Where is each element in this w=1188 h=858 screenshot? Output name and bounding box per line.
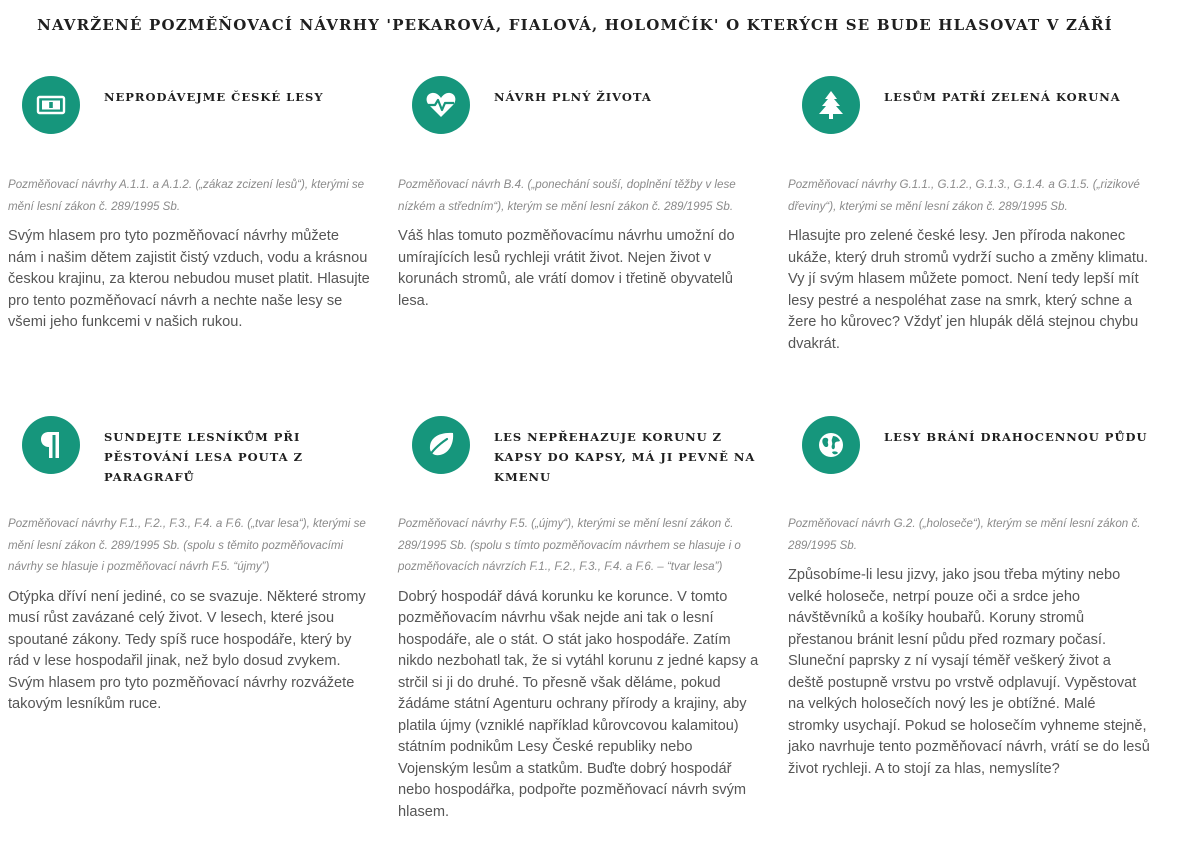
- card-text: Způsobíme-li lesu jizvy, jako jsou třeba mýtiny nebo velké holoseče, netrpí pouze oči a srdce jeho návštěvníků a košíky houbařů. Koruny stromů přestanou bránit lesní půdu před rozmary počasí. Sluneční paprsky z ní vysají téměř veškerý život a deště postupně vrstvu po vrstvě odplavují. Vypěstovat na velkých holosečích nový les je obtížné. Malé stromky usychají. Pokud se holosečím vyhneme stejně, jako navrhuje tento pozměňovací návrh, vrátí se do lesů život rychleji. A to stojí za hlas, nemyslíte?: [788, 567, 1150, 777]
- card-text: Svým hlasem pro tyto pozměňovací návrhy můžete nám i našim dětem zajistit čistý vzduch, vodu a krásnou českou krajinu, za kterou nebudou muset platit. Hlasujte pro tento pozměňovací návrh a nechte naše lesy se všemi jeho funkcemi v našich rukou.: [8, 228, 370, 330]
- money-icon: [22, 76, 80, 134]
- card-text: Otýpka dříví není jediné, co se svazuje. Některé stromy musí růst zavázané celý život. V lesech, které jsou spoutané zákony. Tedy spíš ruce hospodáře, který by rád v lese hospodařil jinak, než bylo dosud zvykem. Svým hlasem pro tyto pozměňovací návrhy rozvážete takovým lesníkům ruce.: [8, 588, 366, 712]
- card-title: LES NEPŘEHAZUJE KORUNU Z KAPSY DO KAPSY, MÁ JI PEVNĚ NA KMENU: [494, 430, 756, 484]
- card-text: Dobrý hospodář dává korunku ke koruncе. V tomto pozměňovacím návrhu však nejde ani tak o lesní hospodáře, ale o stát. O stát jako hospodáře. Zatím nikdo nezbohatl tak, že si vytáhl korunu z jedné kapsy a strčil si ji do druhé. To přesně však děláme, pokud žádáme státní Agenturu ochrany přírody a krajiny, aby platila újmy (vzniklé například kůrovcovou kalamitou) státním podnikům Lesy České republiky nebo Vojenským lesům a statkům. Buďte dobrý hospodář nebo hospodářka, podpořte pozměňovací návrh svým hlasem.: [398, 588, 759, 820]
- card-title: NEPRODÁVEJME ČESKÉ LESY: [104, 90, 324, 104]
- card-title: NÁVRH PLNÝ ŽIVOTA: [494, 90, 652, 104]
- globe-icon: [802, 416, 860, 474]
- card-title: LESY BRÁNÍ DRAHOCENNOU PŮDU: [884, 430, 1148, 444]
- card-title: LESŮM PATŘÍ ZELENÁ KORUNA: [884, 90, 1121, 104]
- proposal-card-green-crown: [788, 76, 1150, 355]
- heartbeat-icon: [412, 76, 470, 134]
- card-text: Hlasujte pro zelené české lesy. Jen příroda nakonec ukáže, který druh stromů vydrží sucho a změny klimatu. Vy jí svým hlasem můžete pomoct. Není tedy lepší mít lesy pestré a nespoléhat zase na smrk, který schne a žere ho kůrovec? Vždyť jen hlupák dělá stejnou chybu dvakrát.: [788, 228, 1149, 352]
- card-note: Pozměňovací návrhy A.1.1. a A.1.2. („zákaz zcizení lesů“), kterými se mění lesní zákon č. 289/1995 Sb.: [8, 178, 365, 213]
- card-note: Pozměňovací návrhy F.1., F.2., F.3., F.4. a F.6. („tvar lesa“), kterými se mění lesní zákon č. 289/1995 Sb. (spolu s těmito pozměňovacími návrhy se hlasuje i pozměňovací návrh F.5. “újmy”): [8, 517, 366, 573]
- card-note: Pozměňovací návrhy F.5. („újmy“), kterými se mění lesní zákon č. 289/1995 Sb. (spolu s tímto pozměňovacím návrhem se hlasuje i o pozměňovacích návrzích F.1., F.2., F.3., F.4. a F.6. – “tvar lesa”): [398, 517, 741, 573]
- card-note: Pozměňovací návrh B.4. („ponechání souší, doplnění těžby v lese nízkém a středním“), kterým se mění lesní zákon č. 289/1995 Sb.: [398, 178, 736, 213]
- card-title: SUNDEJTE LESNÍKŮM PŘI PĚSTOVÁNÍ LESA POUTA Z PARAGRAFŮ: [104, 430, 303, 484]
- paragraph-icon: [22, 416, 80, 474]
- card-text: Váš hlas tomuto pozměňovacímu návrhu umožní do umírajících lesů rychleji vrátit život. Nejen život v korunách stromů, ale vrátí domov i třetině obyvatelů lesa.: [398, 228, 735, 309]
- proposal-card-paragraphs: [8, 416, 370, 716]
- card-note: Pozměňovací návrh G.2. („holoseče“), kterým se mění lesní zákon č. 289/1995 Sb.: [788, 517, 1141, 552]
- tree-icon: [802, 76, 860, 134]
- proposal-card-life: [398, 76, 760, 312]
- leaf-icon: [412, 416, 470, 474]
- page-title: NAVRŽENÉ POZMĚŇOVACÍ NÁVRHY 'PEKAROVÁ, FIALOVÁ, HOLOMČÍK' O KTERÝCH SE BUDE HLASOVAT V ZÁŘÍ: [37, 16, 1113, 35]
- card-note: Pozměňovací návrhy G.1.1., G.1.2., G.1.3., G.1.4. a G.1.5. („rizikové dřeviny“), kterými se mění lesní zákon č. 289/1995 Sb.: [788, 178, 1140, 213]
- proposal-card-soil: [788, 416, 1150, 780]
- proposal-card-crown-pocket: [398, 416, 760, 823]
- proposal-card-forests-sale: [8, 76, 370, 334]
